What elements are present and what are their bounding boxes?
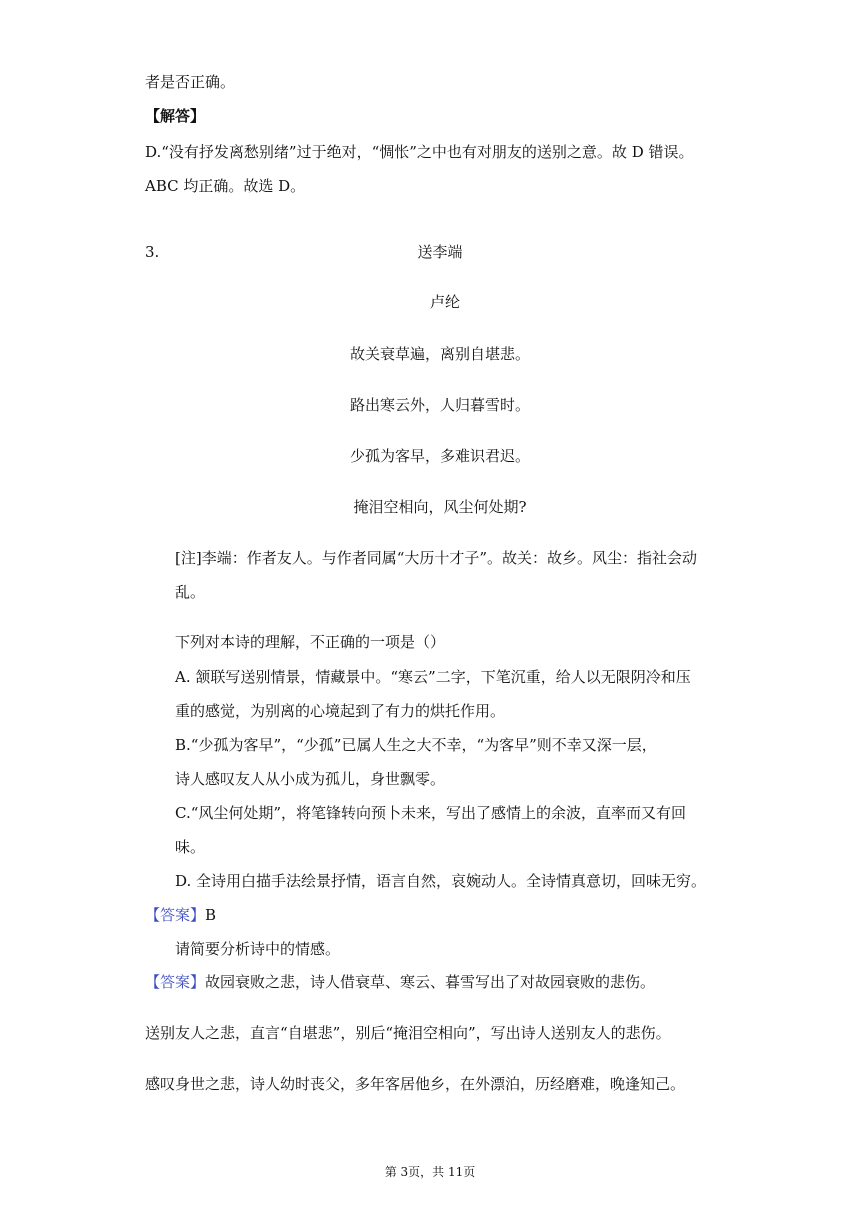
sub-question-stem: 下列对本诗的理解，不正确的一项是（） — [175, 633, 446, 651]
option-b: B.“少孤为客早”，“少孤”已属人生之大不幸，“为客早”则不幸又深一层， — [175, 736, 657, 754]
answer-row — [145, 972, 655, 992]
option-d: D. 全诗用白描手法绘景抒情，语言自然，哀婉动人。全诗情真意切，回味无穷。 — [175, 872, 707, 890]
option-a-cont: 重的感觉，为别离的心境起到了有力的烘托作用。 — [175, 702, 506, 720]
jieda-tag: 【解答】 — [145, 107, 206, 125]
answer-tag: 【答案】 — [145, 973, 206, 991]
prev-text-line: D.“没有抒发离愁别绪”过于绝对，“惆怅”之中也有对朋友的送别之意。故 D 错误。 — [145, 143, 694, 161]
page-footer: 第 3页，共 11页 — [384, 1165, 476, 1179]
poem-line: 路出寒云外，人归暮雪时。 — [349, 396, 530, 414]
sub-question-stem: 请简要分析诗中的情感。 — [175, 940, 341, 958]
poem-line: 掩泪空相向，风尘何处期? — [353, 498, 527, 516]
answer-row — [145, 905, 216, 925]
poem-title: 送李端 — [417, 243, 463, 261]
option-b-cont: 诗人感叹友人从小成为孤儿，身世飘零。 — [175, 770, 446, 788]
poem-note: 乱。 — [175, 583, 206, 601]
poem-author: 卢纶 — [429, 293, 460, 311]
answer-text: 故园衰败之悲，诗人借衰草、寒云、暮雪写出了对故园衰败的悲伤。 — [205, 973, 656, 991]
prev-text-line: ABC 均正确。故选 D。 — [145, 177, 306, 195]
prev-text-line: 者是否正确。 — [145, 73, 236, 91]
poem-line: 少孤为客早，多难识君迟。 — [349, 447, 530, 465]
answer-text: 感叹身世之悲，诗人幼时丧父，多年客居他乡，在外漂泊，历经磨难，晚逢知己。 — [145, 1075, 686, 1093]
answer-text: 送别友人之悲，直言“自堪悲”，别后“掩泪空相向”，写出诗人送别友人的悲伤。 — [145, 1024, 671, 1042]
poem-line: 故关衰草遍，离别自堪悲。 — [349, 345, 530, 363]
answer-value: B — [205, 906, 217, 924]
answer-tag: 【答案】 — [145, 906, 206, 924]
option-a: A. 颔联写送别情景，情藏景中。“寒云”二字，下笔沉重，给人以无限阴冷和压 — [175, 668, 691, 686]
question-number: 3. — [145, 243, 160, 261]
option-c-cont: 味。 — [175, 838, 206, 856]
option-c: C.“风尘何处期”，将笔锋转向预卜未来，写出了感情上的余波，直率而又有回 — [175, 804, 687, 822]
poem-note: [注]李端：作者友人。与作者同属“大历十才子”。故关：故乡。风尘：指社会动 — [175, 549, 698, 567]
